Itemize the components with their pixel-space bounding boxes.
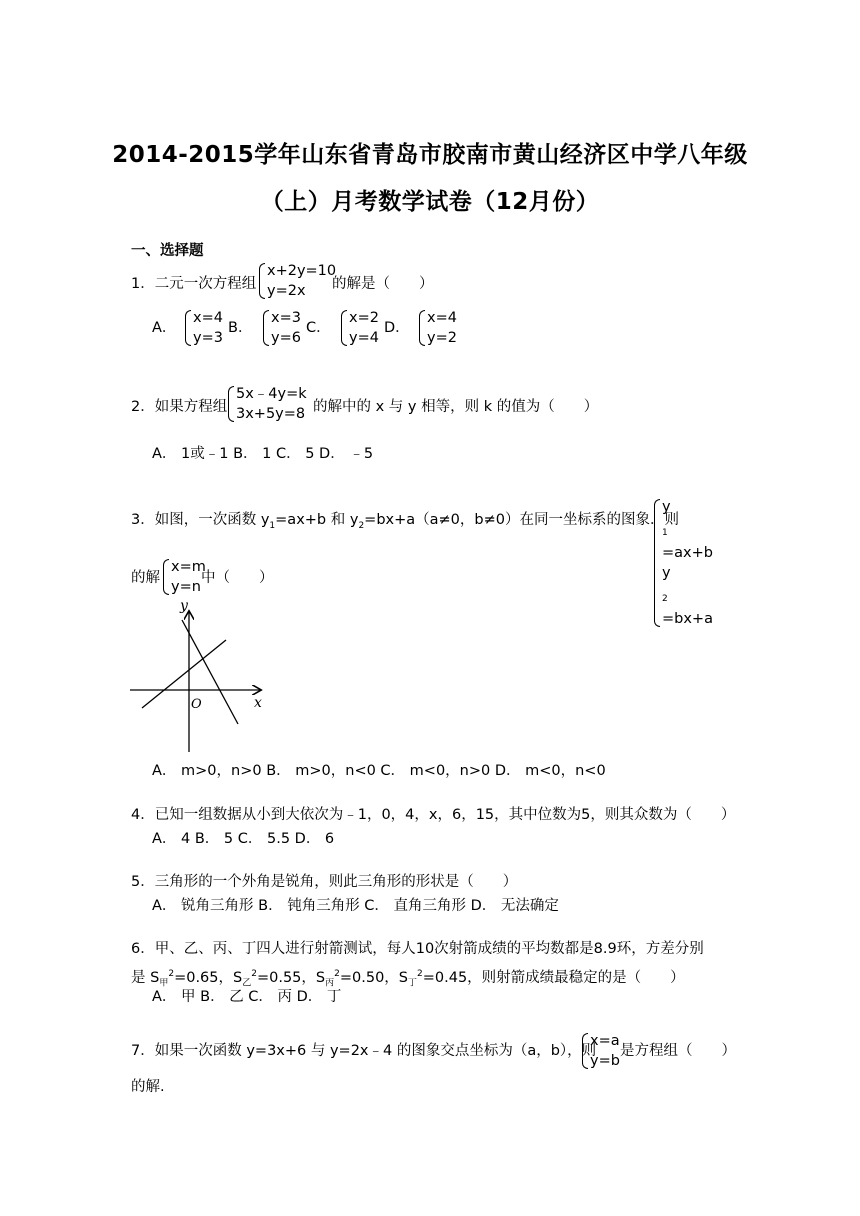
line-y1	[142, 640, 226, 708]
q3-line2-after: 中（ ）	[201, 570, 274, 586]
q4-stem: 4．已知一组数据从小到大依次为﹣1，0，4，x，6，15，其中位数为5，则其众数为（ ）	[131, 807, 736, 823]
q5-options: A． 锐角三角形 B． 钝角三角形 C． 直角三角形 D． 无法确定	[152, 898, 559, 914]
q3-line2-before: 的解	[131, 570, 160, 586]
x-axis-label: x	[254, 695, 262, 711]
q2-stem-before: 2．如果方程组	[131, 399, 228, 415]
q3-function-graph	[128, 596, 268, 756]
exam-title-line-1: 2014-2015学年山东省青岛市胶南市黄山经济区中学八年级	[112, 142, 748, 168]
q6-options: A． 甲 B． 乙 C． 丙 D． 丁	[152, 989, 342, 1005]
exam-title-line-2: （上）月考数学试卷（12月份）	[260, 189, 600, 215]
q3-options: A． m>0，n>0 B． m>0，n<0 C． m<0，n>0 D． m<0，n<0	[152, 763, 606, 779]
q3-stem: 3．如图，一次函数 $y_1=ax+b$ 和 $y_2=bx+a(a\ne 0$，b≠0）在同一坐标系的图象．则	[131, 512, 679, 531]
q7-stem-before: 7．如果一次函数 y=3x+6 与 y=2x﹣4 的图象交点坐标为（a，b），则	[131, 1043, 597, 1059]
q5-stem: 5．三角形的一个外角是锐角，则此三角形的形状是（ ）	[131, 874, 518, 890]
q1-option-c-label: C．	[306, 320, 331, 336]
q2-options: A． 1或﹣1 B． 1 C． 5 D． ﹣5	[152, 446, 374, 462]
q6-stem-line2: 是 $S_甲^2=0.65$，$S_乙^2=0.55$，$S_丙^2=0.50$，$S_丁^2=0.45$，则射箭成绩最稳定的是（ ）	[131, 969, 685, 989]
q1-option-d-label: D．	[384, 320, 410, 336]
q7-stem-line2: 的解.	[131, 1079, 165, 1095]
q1-option-c: x=2 y=4	[341, 308, 379, 348]
q2-stem-after: 的解中的 x 与 y 相等，则 k 的值为（ ）	[313, 399, 599, 415]
q1-option-a-label: A．	[152, 320, 177, 336]
q1-option-d: x=4 y=2	[419, 308, 457, 348]
q1-stem-after: 的解是（ ）	[332, 276, 434, 292]
origin-label: O	[191, 697, 202, 712]
section-heading: 一、选择题	[131, 243, 204, 259]
q1-option-b: x=3 y=6	[263, 308, 301, 348]
q1-option-b-label: B．	[228, 320, 253, 336]
q1-stem-before: 1．二元一次方程组	[131, 276, 257, 292]
q3-solution-system: x=m y=n	[163, 557, 206, 597]
y-axis-label: y	[180, 598, 188, 614]
q7-equation-system: x=a y=b	[582, 1031, 620, 1071]
q3-function-system: y $_1$ =ax+b y $_2$ =bx+a	[654, 497, 713, 629]
q7-stem-after: 是方程组（ ）	[620, 1043, 736, 1059]
q1-option-a: x=4 y=3	[185, 308, 223, 348]
q1-equation-system: x+2y=10 y=2x	[259, 261, 336, 301]
q6-stem-line1: 6．甲、乙、丙、丁四人进行射箭测试，每人10次射箭成绩的平均数都是8.9环，方差分别	[131, 941, 704, 957]
q2-equation-system: 5x﹣4y=k 3x+5y=8	[228, 384, 307, 424]
q4-options: A． 4 B． 5 C． 5.5 D． 6	[152, 831, 335, 847]
